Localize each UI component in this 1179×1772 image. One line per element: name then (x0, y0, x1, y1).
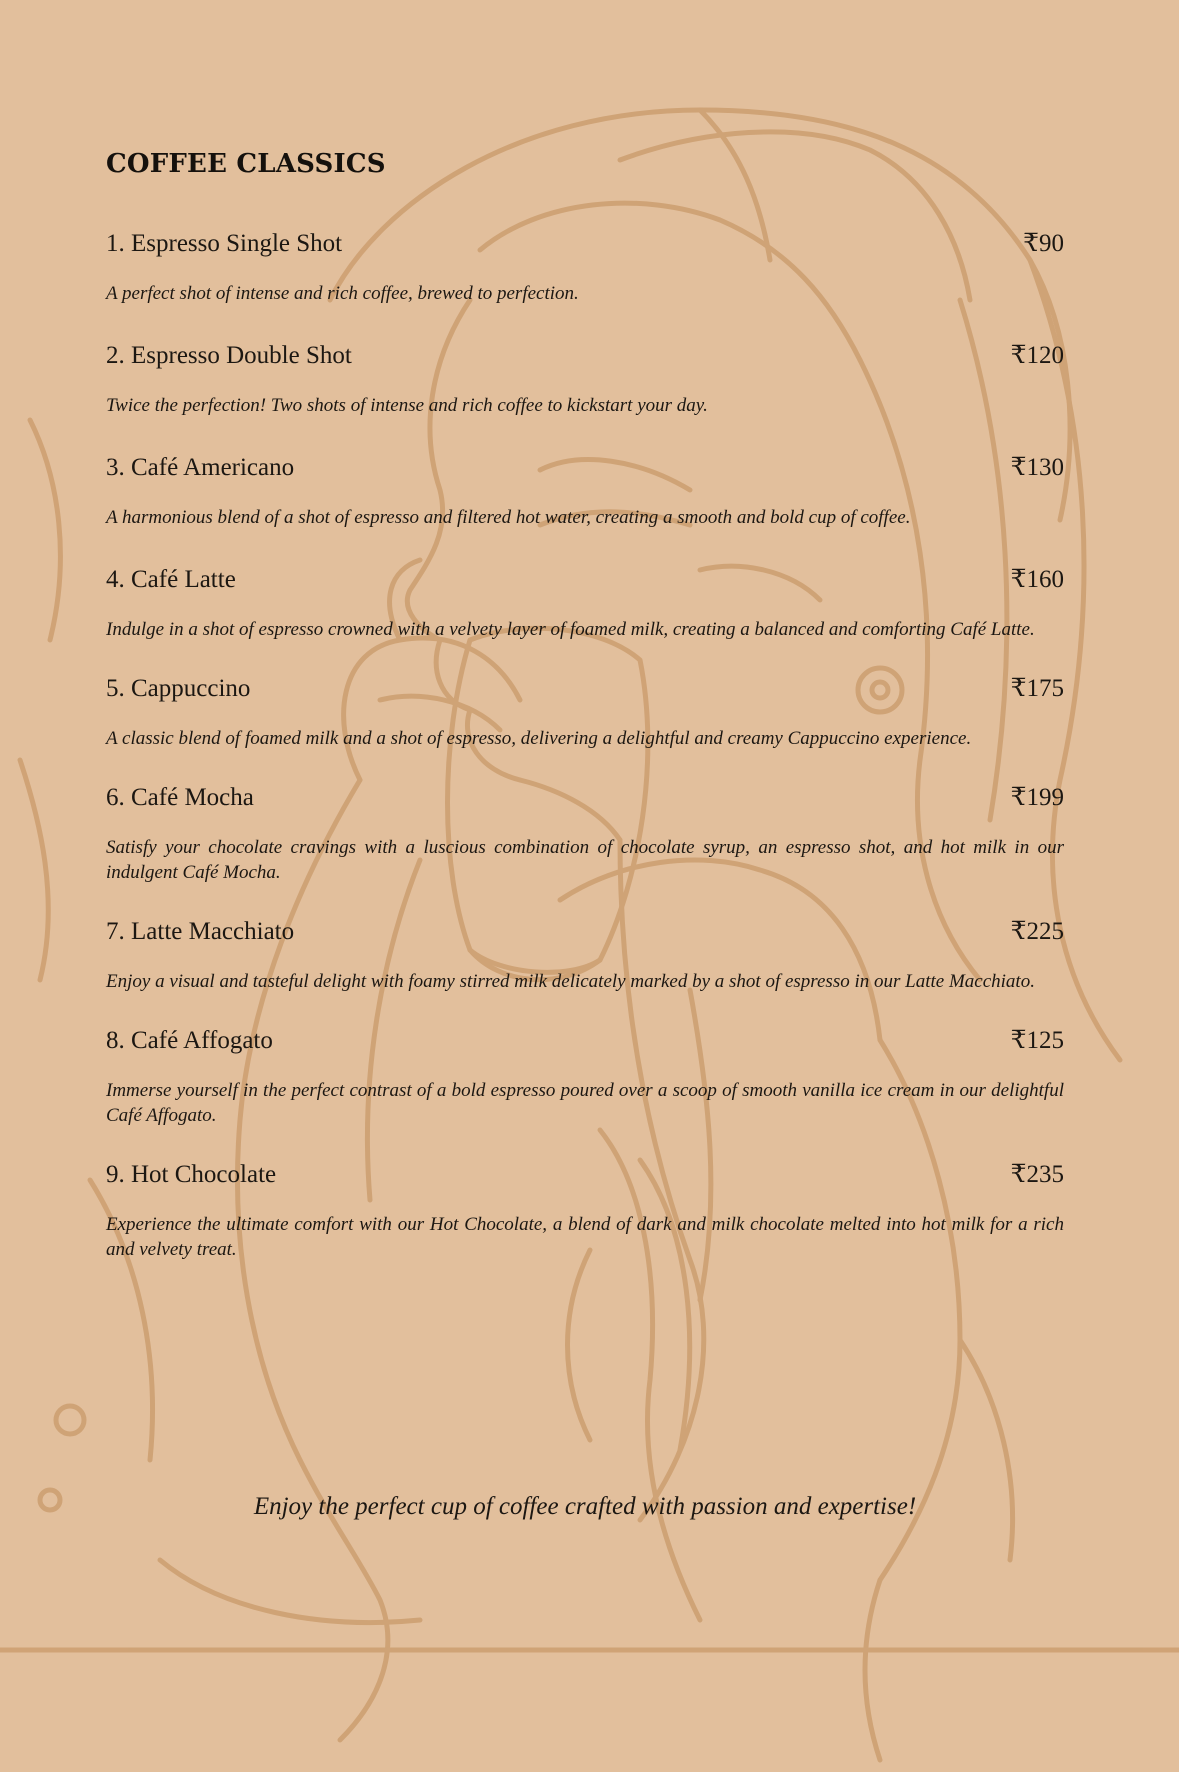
menu-item (106, 780, 1064, 885)
item-price: ₹175 (1010, 675, 1064, 702)
menu-item (106, 914, 1064, 994)
item-name: 6. Café Mocha (106, 784, 254, 811)
item-header (106, 671, 1064, 707)
item-description: Immerse yourself in the perfect contrast of a bold espresso poured over a scoop of smooth vanilla ice cream in our delightful Café Affogato. (106, 1080, 1064, 1126)
item-header (106, 914, 1064, 950)
item-header (106, 562, 1064, 598)
menu-item (106, 1023, 1064, 1128)
menu-item (106, 338, 1064, 418)
item-name: 8. Café Affogato (106, 1027, 273, 1054)
item-price: ₹199 (1010, 784, 1064, 811)
item-name: 3. Café Americano (106, 454, 295, 481)
item-description: A perfect shot of intense and rich coffee, brewed to perfection. (106, 283, 579, 304)
menu-item (106, 1157, 1064, 1262)
menu-item (106, 671, 1064, 751)
item-name: 7. Latte Macchiato (106, 918, 295, 945)
item-header (106, 1023, 1064, 1059)
item-price: ₹130 (1010, 454, 1064, 481)
item-header (106, 1157, 1064, 1193)
item-header (106, 780, 1064, 816)
item-name: 2. Espresso Double Shot (106, 342, 352, 369)
item-name: 9. Hot Chocolate (106, 1161, 277, 1188)
item-price: ₹90 (1023, 230, 1064, 257)
menu-item (106, 226, 1064, 306)
item-header (106, 450, 1064, 486)
menu-list (106, 226, 1064, 1262)
item-description: Indulge in a shot of espresso crowned with a velvety layer of foamed milk, creating a balanced and comforting Café Latte. (106, 619, 1035, 640)
tagline: Enjoy the perfect cup of coffee crafted with passion and expertise! (253, 1493, 917, 1520)
item-description: A classic blend of foamed milk and a shot of espresso, delivering a delightful and creamy Cappuccino experience. (106, 728, 972, 749)
item-header (106, 226, 1064, 262)
item-price: ₹160 (1010, 566, 1064, 593)
item-price: ₹120 (1010, 342, 1064, 369)
item-description: Enjoy a visual and tasteful delight with foamy stirred milk delicately marked by a shot of espresso in our Latte Macchiato. (106, 971, 1035, 992)
item-description: A harmonious blend of a shot of espresso and filtered hot water, creating a smooth and bold cup of coffee. (106, 507, 911, 528)
item-description: Experience the ultimate comfort with our Hot Chocolate, a blend of dark and milk chocolate melted into hot milk for a rich and velvety treat. (106, 1214, 1064, 1260)
item-description: Twice the perfection! Two shots of intense and rich coffee to kickstart your day. (106, 395, 708, 416)
section-title: COFFEE CLASSICS (106, 149, 386, 179)
item-name: 1. Espresso Single Shot (106, 230, 343, 257)
menu-item (106, 562, 1064, 642)
item-name: 4. Café Latte (106, 566, 236, 593)
item-price: ₹235 (1010, 1161, 1064, 1188)
item-price: ₹125 (1010, 1027, 1064, 1054)
item-header (106, 338, 1064, 374)
item-description: Satisfy your chocolate cravings with a luscious combination of chocolate syrup, an espresso shot, and hot milk in our indulgent Café Mocha. (106, 837, 1064, 883)
item-name: 5. Cappuccino (106, 675, 251, 702)
item-price: ₹225 (1010, 918, 1064, 945)
menu-item (106, 450, 1064, 530)
